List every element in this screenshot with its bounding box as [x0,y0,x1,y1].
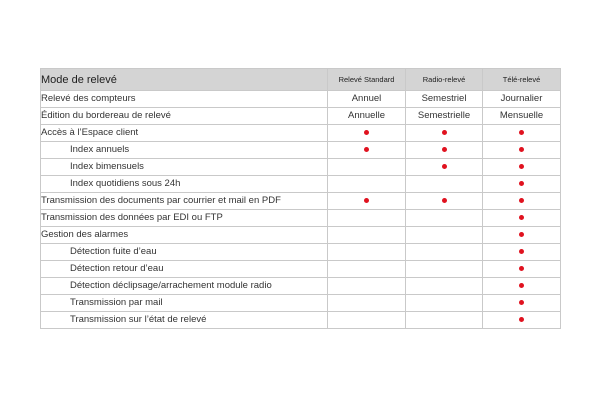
bullet-icon [442,164,447,169]
cell-availability [406,176,483,193]
cell-value: Annuelle [328,108,406,125]
cell-availability [483,312,561,329]
bullet-icon [519,232,524,237]
cell-availability [328,210,406,227]
cell-availability [406,210,483,227]
cell-availability [483,210,561,227]
table-row [41,261,561,278]
cell-availability [328,125,406,142]
cell-availability [328,193,406,210]
row-label: Accès à l’Espace client [41,125,328,142]
row-label: Index bimensuels [41,159,328,176]
table-row [41,227,561,244]
row-label: Transmission sur l’état de relevé [41,312,328,329]
cell-availability [328,278,406,295]
cell-availability [483,125,561,142]
cell-availability [483,278,561,295]
table-row [41,176,561,193]
cell-availability [483,261,561,278]
header-tele-releve: Télé-relevé [483,69,561,91]
table-row [41,142,561,159]
cell-value: Journalier [483,91,561,108]
bullet-icon [519,181,524,186]
cell-availability [328,159,406,176]
comparison-table [40,68,561,329]
bullet-icon [519,249,524,254]
cell-availability [328,261,406,278]
table-row [41,244,561,261]
row-label: Gestion des alarmes [41,227,328,244]
bullet-icon [519,198,524,203]
bullet-icon [519,317,524,322]
cell-availability [328,295,406,312]
header-releve-standard: Relevé Standard [328,69,406,91]
bullet-icon [519,283,524,288]
table-row [41,91,561,108]
cell-availability [406,227,483,244]
bullet-icon [519,300,524,305]
table-row [41,312,561,329]
table-row [41,159,561,176]
cell-availability [483,193,561,210]
cell-availability [406,312,483,329]
row-label: Détection déclipsage/arrachement module radio [41,278,328,295]
header-radio-releve: Radio-relevé [406,69,483,91]
cell-availability [328,312,406,329]
bullet-icon [519,215,524,220]
cell-value: Semestrielle [406,108,483,125]
bullet-icon [364,130,369,135]
bullet-icon [364,147,369,152]
row-label: Relevé des compteurs [41,91,328,108]
cell-availability [483,244,561,261]
cell-availability [406,159,483,176]
row-label: Édition du bordereau de relevé [41,108,328,125]
cell-availability [483,176,561,193]
bullet-icon [519,147,524,152]
row-label: Transmission par mail [41,295,328,312]
cell-availability [483,227,561,244]
cell-value: Mensuelle [483,108,561,125]
cell-value: Semestriel [406,91,483,108]
bullet-icon [442,198,447,203]
cell-availability [406,125,483,142]
row-label: Index quotidiens sous 24h [41,176,328,193]
cell-availability [406,278,483,295]
header-mode-de-releve: Mode de relevé [41,69,328,91]
table-header-row [41,69,561,91]
cell-availability [328,244,406,261]
bullet-icon [364,198,369,203]
row-label: Détection fuite d’eau [41,244,328,261]
row-label: Transmission des données par EDI ou FTP [41,210,328,227]
table-row [41,125,561,142]
bullet-icon [519,130,524,135]
table-row [41,193,561,210]
cell-availability [328,176,406,193]
cell-availability [406,261,483,278]
cell-availability [483,142,561,159]
row-label: Transmission des documents par courrier et mail en PDF [41,193,328,210]
cell-availability [483,295,561,312]
cell-value: Annuel [328,91,406,108]
table-row [41,108,561,125]
row-label: Détection retour d’eau [41,261,328,278]
bullet-icon [442,130,447,135]
cell-availability [406,142,483,159]
bullet-icon [442,147,447,152]
bullet-icon [519,164,524,169]
cell-availability [406,244,483,261]
cell-availability [483,159,561,176]
cell-availability [406,193,483,210]
cell-availability [328,227,406,244]
table-row [41,278,561,295]
cell-availability [406,295,483,312]
bullet-icon [519,266,524,271]
row-label: Index annuels [41,142,328,159]
cell-availability [328,142,406,159]
table-row [41,295,561,312]
table-row [41,210,561,227]
